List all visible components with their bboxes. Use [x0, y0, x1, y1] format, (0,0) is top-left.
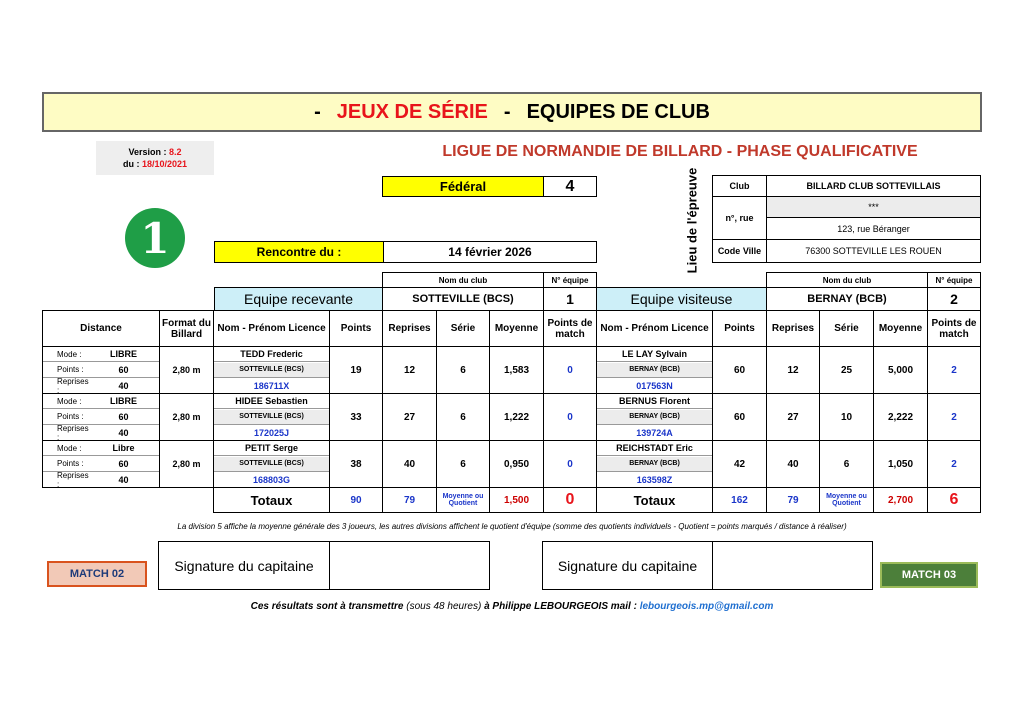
distance-reprises-label: Reprises :	[57, 470, 89, 489]
away-player-licence: 139724A	[636, 427, 673, 438]
rue-label: n°, rue	[712, 196, 767, 240]
version-date: 18/10/2021	[141, 159, 188, 169]
distance-reprises-value: 40	[118, 380, 129, 391]
away-player-name: LE LAY Sylvain	[597, 347, 712, 362]
club-value: BILLARD CLUB SOTTEVILLAIS	[766, 175, 981, 197]
home-total-points: 90	[329, 487, 383, 513]
away-serie: 25	[819, 346, 874, 394]
ligue-title: LIGUE DE NORMANDIE DE BILLARD - PHASE QUALIFICATIVE	[442, 143, 918, 160]
distance-points-label: Points :	[43, 363, 88, 378]
match-number-badge: 1	[125, 208, 185, 268]
away-pm: 2	[927, 346, 981, 394]
distance-points-label: Points :	[43, 410, 88, 425]
home-club-name: SOTTEVILLE (BCS)	[382, 287, 544, 311]
distance-mode-value: LIBRE	[88, 394, 159, 409]
home-moyenne: 0,950	[489, 440, 544, 488]
match-02-button[interactable]: MATCH 02	[47, 561, 147, 587]
division-value: 4	[543, 176, 597, 197]
equipe-visiteuse-label: Equipe visiteuse	[596, 287, 767, 311]
rencontre-label: Rencontre du :	[214, 241, 384, 263]
away-player-club: BERNAY (BCB)	[597, 363, 712, 378]
distance-mode-label: Mode :	[43, 347, 88, 362]
match-03-button[interactable]: MATCH 03	[880, 562, 978, 588]
home-serie: 6	[436, 346, 490, 394]
col-distance: Distance	[42, 310, 160, 347]
away-total-pm: 6	[927, 487, 981, 513]
away-club-name: BERNAY (BCB)	[766, 287, 928, 311]
banner-dash: -	[314, 100, 321, 123]
home-points: 19	[329, 346, 383, 394]
footer	[0, 601, 1024, 612]
away-points: 60	[712, 346, 767, 394]
away-player-club: BERNAY (BCB)	[597, 457, 712, 472]
distance-mode-label: Mode :	[43, 441, 88, 456]
away-club-header: Nom du club	[766, 272, 928, 288]
away-player-licence: 163598Z	[636, 474, 673, 485]
home-player-club: SOTTEVILLE (BCS)	[214, 410, 329, 425]
col-away-reprises: Reprises	[766, 310, 820, 347]
home-club-header: Nom du club	[382, 272, 544, 288]
footer-recipient: à Philippe LEBOURGEOIS mail :	[484, 601, 637, 612]
equipe-recevante-label: Equipe recevante	[214, 287, 383, 311]
format-billard: 2,80 m	[159, 346, 214, 394]
title-banner	[42, 92, 982, 132]
banner-dash: -	[503, 100, 511, 123]
away-player-name: REICHSTADT Eric	[597, 441, 712, 456]
home-moy-label: Moyenne ou Quotient	[436, 487, 490, 513]
home-moyenne: 1,222	[489, 393, 544, 441]
home-player-licence: 168803G	[252, 474, 291, 485]
home-team-number: 1	[543, 287, 597, 311]
col-away-pm: Points de match	[927, 310, 981, 347]
col-away-name: Nom - Prénom Licence	[596, 310, 713, 347]
away-pm: 2	[927, 440, 981, 488]
distance-mode-value: LIBRE	[88, 347, 159, 362]
col-home-moyenne: Moyenne	[489, 310, 544, 347]
col-away-points: Points	[712, 310, 767, 347]
distance-reprises-label: Reprises :	[57, 376, 89, 395]
distance-points-value: 60	[88, 363, 159, 378]
home-serie: 6	[436, 440, 490, 488]
away-total-reprises: 79	[766, 487, 820, 513]
format-billard: 2,80 m	[159, 440, 214, 488]
home-moyenne: 1,583	[489, 346, 544, 394]
home-reprises: 12	[382, 346, 437, 394]
away-moyenne: 5,000	[873, 346, 928, 394]
code-ville-value: 76300 SOTTEVILLE LES ROUEN	[766, 239, 981, 263]
col-home-pm: Points de match	[543, 310, 597, 347]
distance-mode-label: Mode :	[43, 394, 88, 409]
distance-mode-value: Libre	[88, 441, 159, 456]
footer-delay: (sous 48 heures)	[406, 601, 482, 612]
rue-value1: ***	[766, 196, 981, 218]
home-pm: 0	[543, 346, 597, 394]
col-home-name: Nom - Prénom Licence	[213, 310, 330, 347]
home-total-pm: 0	[543, 487, 597, 513]
home-pm: 0	[543, 393, 597, 441]
federal-label: Fédéral	[382, 176, 544, 197]
home-player-licence: 186711X	[253, 380, 290, 391]
away-reprises: 27	[766, 393, 820, 441]
lieu-label-text: Lieu de l'épreuve	[684, 167, 700, 273]
club-label: Club	[712, 175, 767, 197]
home-total-reprises: 79	[382, 487, 437, 513]
distance-reprises-value: 40	[118, 427, 129, 438]
home-totals-label: Totaux	[213, 487, 330, 513]
col-home-reprises: Reprises	[382, 310, 437, 347]
home-serie: 6	[436, 393, 490, 441]
away-moyenne: 1,050	[873, 440, 928, 488]
distance-points-value: 60	[88, 457, 159, 472]
home-pm: 0	[543, 440, 597, 488]
away-signature-label: Signature du capitaine	[542, 541, 713, 590]
away-reprises: 40	[766, 440, 820, 488]
away-serie: 6	[819, 440, 874, 488]
banner-title: EQUIPES DE CLUB	[526, 100, 710, 123]
home-player-name: PETIT Serge	[214, 441, 329, 456]
away-moyenne: 2,222	[873, 393, 928, 441]
away-reprises: 12	[766, 346, 820, 394]
home-player-name: TEDD Frederic	[214, 347, 329, 362]
distance-points-label: Points :	[43, 457, 88, 472]
away-points: 42	[712, 440, 767, 488]
home-player-club: SOTTEVILLE (BCS)	[214, 363, 329, 378]
version-label: Version :	[128, 147, 167, 157]
distance-reprises-value: 40	[118, 474, 129, 485]
home-player-name: HIDEE Sebastien	[214, 394, 329, 409]
col-home-points: Points	[329, 310, 383, 347]
home-reprises: 27	[382, 393, 437, 441]
away-team-number: 2	[927, 287, 981, 311]
away-serie: 10	[819, 393, 874, 441]
footer-text: Ces résultats sont à transmettre	[250, 601, 404, 612]
away-player-club: BERNAY (BCB)	[597, 410, 712, 425]
version-date-label: du :	[122, 159, 140, 169]
away-num-header: N° équipe	[927, 272, 981, 288]
home-signature-label: Signature du capitaine	[158, 541, 330, 590]
away-player-licence: 017563N	[636, 380, 673, 391]
home-num-header: N° équipe	[543, 272, 597, 288]
home-player-licence: 172025J	[253, 427, 290, 438]
col-format: Format du Billard	[159, 310, 214, 347]
home-points: 38	[329, 440, 383, 488]
home-reprises: 40	[382, 440, 437, 488]
col-away-serie: Série	[819, 310, 874, 347]
footer-email-link[interactable]: lebourgeois.mp@gmail.com	[639, 601, 774, 612]
version-number: 8.2	[169, 147, 182, 157]
code-ville-label: Code Ville	[712, 239, 767, 263]
col-away-moyenne: Moyenne	[873, 310, 928, 347]
away-moy-label: Moyenne ou Quotient	[819, 487, 874, 513]
distance-points-value: 60	[88, 410, 159, 425]
version-box	[96, 141, 214, 175]
banner-title-red: JEUX DE SÉRIE	[336, 100, 488, 123]
home-player-club: SOTTEVILLE (BCS)	[214, 457, 329, 472]
division-note: La division 5 affiche la moyenne générale des 3 joueurs, les autres divisions affichent le quotient d'équipe (somme des quotients individuels - Quotient = points marqués / distance à réaliser)	[177, 522, 847, 531]
col-home-serie: Série	[436, 310, 490, 347]
away-pm: 2	[927, 393, 981, 441]
away-total-points: 162	[712, 487, 767, 513]
home-total-moyenne: 1,500	[489, 487, 544, 513]
away-totals-label: Totaux	[596, 487, 713, 513]
away-signature-field[interactable]	[712, 541, 873, 590]
lieu-label	[670, 167, 714, 273]
home-points: 33	[329, 393, 383, 441]
rue-value2: 123, rue Béranger	[766, 217, 981, 240]
home-signature-field[interactable]	[329, 541, 490, 590]
format-billard: 2,80 m	[159, 393, 214, 441]
away-points: 60	[712, 393, 767, 441]
rencontre-date: 14 février 2026	[383, 241, 597, 263]
distance-reprises-label: Reprises :	[57, 423, 89, 442]
away-player-name: BERNUS Florent	[597, 394, 712, 409]
away-total-moyenne: 2,700	[873, 487, 928, 513]
